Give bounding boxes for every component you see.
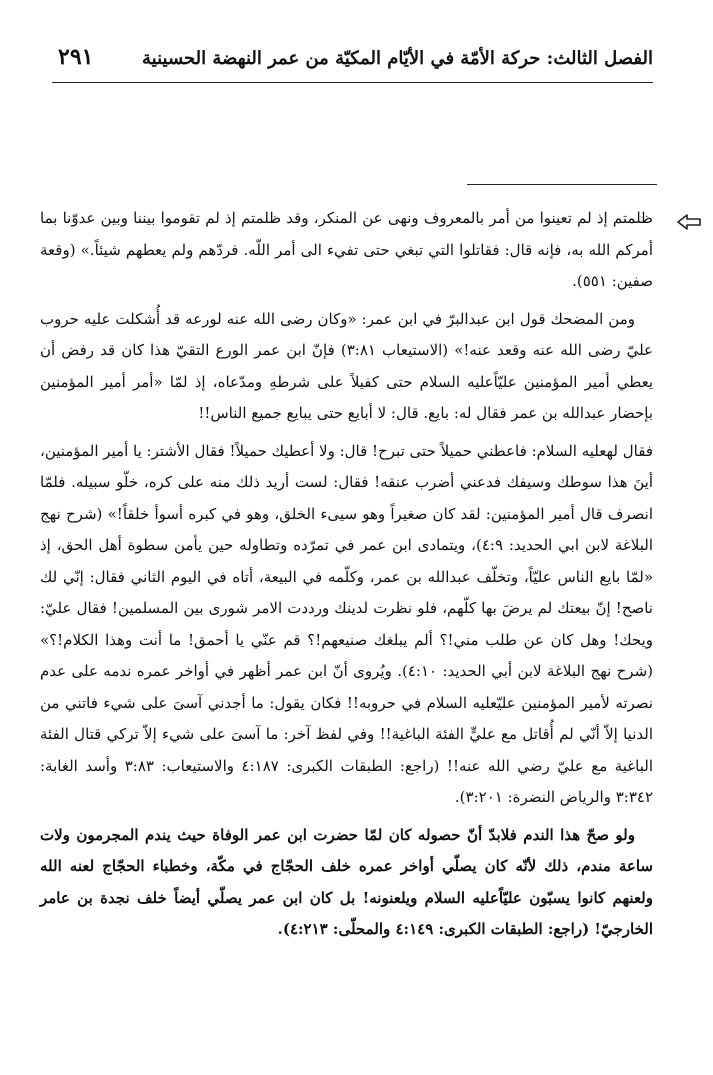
footnotes-body [40, 203, 653, 952]
footnote-paragraph: ومن المضحك قول ابن عبدالبرّ في ابن عمر: «وكان رضى الله عنه لورعه قد أُشكلت عليه حروب عليّ رضى الله عنه وقعد عنه!» (الاستيعاب ٣:٨١) فإنّ ابن عمر الورع التقيّ هذا كان قد رفض أن يعطي أمير المؤمنين عليّاًعليه السلام حتى كفيلاً على شرطهِ ومدّعاه، إذ لمّا «أمر أمير المؤمنين بإحضار عبدالله بن عمر فقال له: بايع. قال: لا أبايع حتى يبايع جميع الناس!! [40, 309, 653, 422]
chapter-title: الفصل الثالث: حركة الأمّة في الأيّام المكيّة من عمر النهضة الحسينية [142, 48, 653, 69]
footnote-paragraph: ولو صحّ هذا الندم فلابدّ أنّ حصوله كان لمّا حضرت ابن عمر الوفاة حيث يندم المجرمون ولات ساعة مندم، ذلك لأنّه كان يصلّي أواخر عمره خلف الحجّاج في مكّة، وخطباء الحجّاج لعنه الله ولعنهم كانوا يسبّون عليّاًعليه السلام ويلعنونه! بل كان ابن عمر يصلّي أيضاً خلف نجدة بن عامر الخارجيّ! (راجع: الطبقات الكبرى: ٤:١٤٩ والمحلّى: ٤:٢١٣). [40, 825, 653, 938]
running-header [52, 40, 653, 83]
footnote-paragraph: فقال لهعليه السلام: فاعطني حميلاً حتى تبرح! قال: ولا أعطيك حميلاً! فقال الأشتر: يا أمير المؤمنين، أينَ هذا سوطك وسيفك فدعني أضرب عنقه! فقال: لست أريد ذلك منه على كره، خلّو سبيله. فلمّا انصرف قال أمير المؤمنين: لقد كان صغيراً وهو سيىء الخلق، وهو في كبره أسوأ خلقاً!» (شرح نهج البلاغة لابن ابي الحديد: ٤:٩)، ويتمادى ابن عمر في تمرّده وتطاوله حين يأمن سطوة أهل الحق، إذ «لمّا بايع الناس عليّاً، وتخلّف عبدالله بن عمر، وكلّمه في البيعة، أتاه في اليوم الثاني فقال: إنّي لك ناصح! إنّ بيعتك لم يرضَ بها كلّهم، فلو نظرت لدينك ورددت الامر شورى بين المسلمين! فقال عليّ: ويحك! وهل كان عن طلب مني!؟ ألم يبلغك صنيعهم!؟ قم عنّي يا أحمق! ما أنت وهذا الكلام!؟» (شرح نهج البلاغة لابن أبي الحديد: ٤:١٠). ويُروى أنّ ابن عمر أظهر في أواخر عمره ندمه على عدم نصرته لأمير المؤمنين عليّعليه السلام في حروبه!! فكان يقول: ما أجدني آسىَ على شيء فاتني من الدنيا إلاّ أنّي لم أُقاتل مع عليٍّ الفئة الباغية!! وفي لفظ آخر: ما آسىَ على شيء إلاّ تركي قتال الفئة الباغية مع عليّ رضي الله عنه!! (راجع: الطبقات الكبرى: ٤:١٨٧ والاستيعاب: ٣:٨٣ وأسد الغابة: ٣:٣٤٢ والرياض النضرة: ٣:٢٠١). [39, 441, 653, 806]
page-number: ٢٩١ [58, 44, 94, 70]
footnote-separator [467, 184, 657, 185]
left-arrow-icon [676, 214, 702, 230]
footnote-paragraph-continued: ظلمتم إذ لم تعينوا من أمر بالمعروف ونهى عن المنكر، وقد ظلمتم إذ لم تقوموا بيننا وبين عدوّنا بما أمركم الله به، فإنه قال: فقاتلوا التي تبغي حتى تفيء الى أمر اللّه. فردّهم ولم يعطهم شيئاً.» (وقعة صفين: ٥٥١). [40, 209, 653, 290]
